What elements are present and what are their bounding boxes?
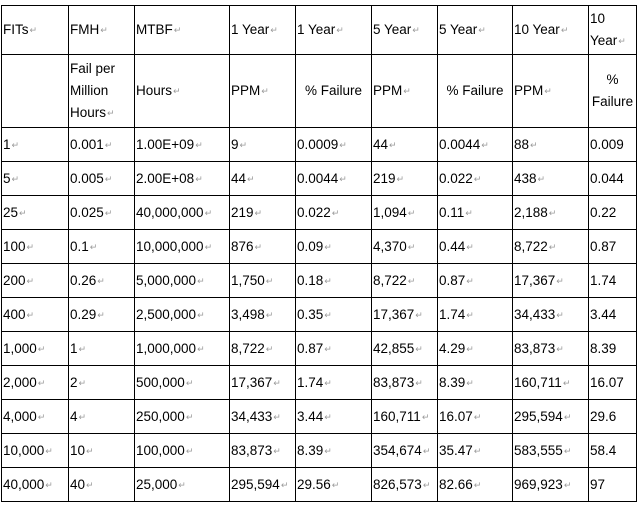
table-cell: 35.47 ↵ xyxy=(438,434,513,468)
table-cell: 219 ↵ xyxy=(230,196,296,230)
table-cell: 44 ↵ xyxy=(230,162,296,196)
header-cell: 1 Year ↵ xyxy=(230,6,296,55)
table-cell: 8.39 ↵ xyxy=(438,366,513,400)
table-cell: 88 ↵ xyxy=(513,128,589,162)
table-body xyxy=(2,128,637,502)
table-cell: 4.29 ↵ xyxy=(438,332,513,366)
table-cell: 100 ↵ xyxy=(2,230,69,264)
table-cell: 34,433 ↵ xyxy=(230,400,296,434)
table-cell: 0.26 ↵ xyxy=(69,264,135,298)
table-cell: 2,188 ↵ xyxy=(513,196,589,230)
table-cell: 25 ↵ xyxy=(2,196,69,230)
table-row xyxy=(2,434,637,468)
header-cell: 1 Year ↵ xyxy=(296,6,372,55)
table-cell: 0.22 xyxy=(589,196,637,230)
subheader-cell xyxy=(2,55,69,128)
table-cell: 0.87 ↵ xyxy=(296,332,372,366)
table-cell: 0.29 ↵ xyxy=(69,298,135,332)
table-cell: 16.07 xyxy=(589,366,637,400)
table-cell: 1,094 ↵ xyxy=(372,196,438,230)
table-row xyxy=(2,468,637,502)
table-cell: 1,750 ↵ xyxy=(230,264,296,298)
table-cell: 0.0009 ↵ xyxy=(296,128,372,162)
table-cell: 0.44 ↵ xyxy=(438,230,513,264)
table-cell: 17,367 ↵ xyxy=(513,264,589,298)
table-cell: 1.00E+09 ↵ xyxy=(135,128,230,162)
table-cell: 200 ↵ xyxy=(2,264,69,298)
header-cell: MTBF ↵ xyxy=(135,6,230,55)
table-cell: 2,000 ↵ xyxy=(2,366,69,400)
table-cell: 1.74 ↵ xyxy=(438,298,513,332)
table-cell: 16.07 ↵ xyxy=(438,400,513,434)
subheader-cell: % Failure xyxy=(438,55,513,128)
table-cell: 2.00E+08 ↵ xyxy=(135,162,230,196)
subheader-cell: PPM ↵ xyxy=(230,55,296,128)
table-row xyxy=(2,230,637,264)
table-row xyxy=(2,162,637,196)
table-cell: 17,367 ↵ xyxy=(372,298,438,332)
table-cell: 0.044 xyxy=(589,162,637,196)
table-cell: 0.025 ↵ xyxy=(69,196,135,230)
table-cell: 83,873 ↵ xyxy=(372,366,438,400)
table-cell: 8.39 xyxy=(589,332,637,366)
table-cell: 40 ↵ xyxy=(69,468,135,502)
table-cell: 82.66 ↵ xyxy=(438,468,513,502)
table-cell: 0.009 xyxy=(589,128,637,162)
reliability-table xyxy=(1,5,637,502)
table-cell: 0.022 ↵ xyxy=(438,162,513,196)
table-cell: 438 ↵ xyxy=(513,162,589,196)
table-cell: 58.4 xyxy=(589,434,637,468)
table-cell: 250,000 ↵ xyxy=(135,400,230,434)
table-cell: 4,370 ↵ xyxy=(372,230,438,264)
table-cell: 3.44 xyxy=(589,298,637,332)
subheader-row xyxy=(2,55,637,128)
table-cell: 83,873 ↵ xyxy=(513,332,589,366)
table-cell: 8,722 ↵ xyxy=(513,230,589,264)
table-cell: 0.005 ↵ xyxy=(69,162,135,196)
header-cell: 5 Year ↵ xyxy=(438,6,513,55)
table-cell: 0.18 ↵ xyxy=(296,264,372,298)
table-row xyxy=(2,400,637,434)
table-cell: 1 ↵ xyxy=(69,332,135,366)
table-cell: 4,000 ↵ xyxy=(2,400,69,434)
subheader-cell: % Failure xyxy=(589,55,637,128)
subheader-cell: % Failure xyxy=(296,55,372,128)
header-cell: 10 Year ↵ xyxy=(513,6,589,55)
table-cell: 83,873 ↵ xyxy=(230,434,296,468)
subheader-cell: Hours ↵ xyxy=(135,55,230,128)
table-cell: 1 ↵ xyxy=(2,128,69,162)
table-cell: 1.74 xyxy=(589,264,637,298)
table-cell: 0.022 ↵ xyxy=(296,196,372,230)
table-cell: 5 ↵ xyxy=(2,162,69,196)
table-cell: 8.39 ↵ xyxy=(296,434,372,468)
table-cell: 25,000 ↵ xyxy=(135,468,230,502)
table-cell: 97 xyxy=(589,468,637,502)
table-cell: 0.09 ↵ xyxy=(296,230,372,264)
table-cell: 160,711 ↵ xyxy=(513,366,589,400)
table-cell: 10,000 ↵ xyxy=(2,434,69,468)
table-cell: 0.11 ↵ xyxy=(438,196,513,230)
table-row xyxy=(2,196,637,230)
subheader-cell: PPM ↵ xyxy=(372,55,438,128)
table-cell: 583,555 ↵ xyxy=(513,434,589,468)
table-cell: 2 ↵ xyxy=(69,366,135,400)
table-cell: 34,433 ↵ xyxy=(513,298,589,332)
table-cell: 10,000,000 ↵ xyxy=(135,230,230,264)
table-row xyxy=(2,264,637,298)
table-cell: 29.6 xyxy=(589,400,637,434)
table-cell: 969,923 ↵ xyxy=(513,468,589,502)
table-row xyxy=(2,332,637,366)
table-cell: 354,674 ↵ xyxy=(372,434,438,468)
table-cell: 40,000 ↵ xyxy=(2,468,69,502)
table-cell: 3,498 ↵ xyxy=(230,298,296,332)
table-cell: 0.35 ↵ xyxy=(296,298,372,332)
table-cell: 3.44 ↵ xyxy=(296,400,372,434)
table-cell: 40,000,000 ↵ xyxy=(135,196,230,230)
header-row xyxy=(2,6,637,55)
table-cell: 29.56 ↵ xyxy=(296,468,372,502)
table-row xyxy=(2,366,637,400)
table-cell: 0.87 xyxy=(589,230,637,264)
table-cell: 8,722 ↵ xyxy=(372,264,438,298)
table-cell: 10 ↵ xyxy=(69,434,135,468)
table-cell: 295,594 ↵ xyxy=(513,400,589,434)
table-cell: 826,573 ↵ xyxy=(372,468,438,502)
table-cell: 500,000 ↵ xyxy=(135,366,230,400)
table-row xyxy=(2,128,637,162)
table-cell: 0.87 ↵ xyxy=(438,264,513,298)
subheader-cell: Fail per Million Hours ↵ xyxy=(69,55,135,128)
table-cell: 1,000 ↵ xyxy=(2,332,69,366)
table-cell: 100,000 ↵ xyxy=(135,434,230,468)
table-cell: 0.0044 ↵ xyxy=(296,162,372,196)
table-cell: 219 ↵ xyxy=(372,162,438,196)
table-cell: 2,500,000 ↵ xyxy=(135,298,230,332)
header-cell: FITs ↵ xyxy=(2,6,69,55)
header-cell: FMH ↵ xyxy=(69,6,135,55)
table-cell: 0.001 ↵ xyxy=(69,128,135,162)
table-cell: 8,722 ↵ xyxy=(230,332,296,366)
table-cell: 44 ↵ xyxy=(372,128,438,162)
header-cell: 5 Year ↵ xyxy=(372,6,438,55)
table-cell: 0.0044 ↵ xyxy=(438,128,513,162)
table-cell: 4 ↵ xyxy=(69,400,135,434)
subheader-cell: PPM ↵ xyxy=(513,55,589,128)
table-cell: 9 ↵ xyxy=(230,128,296,162)
table-cell: 1.74 ↵ xyxy=(296,366,372,400)
table-cell: 876 ↵ xyxy=(230,230,296,264)
table-cell: 400 ↵ xyxy=(2,298,69,332)
table-cell: 295,594 ↵ xyxy=(230,468,296,502)
table-cell: 5,000,000 ↵ xyxy=(135,264,230,298)
table-cell: 42,855 ↵ xyxy=(372,332,438,366)
table-row xyxy=(2,298,637,332)
table-cell: 1,000,000 ↵ xyxy=(135,332,230,366)
table-cell: 0.1 ↵ xyxy=(69,230,135,264)
table-cell: 17,367 ↵ xyxy=(230,366,296,400)
header-cell: 10 Year ↵ xyxy=(589,6,637,55)
table-cell: 160,711 ↵ xyxy=(372,400,438,434)
